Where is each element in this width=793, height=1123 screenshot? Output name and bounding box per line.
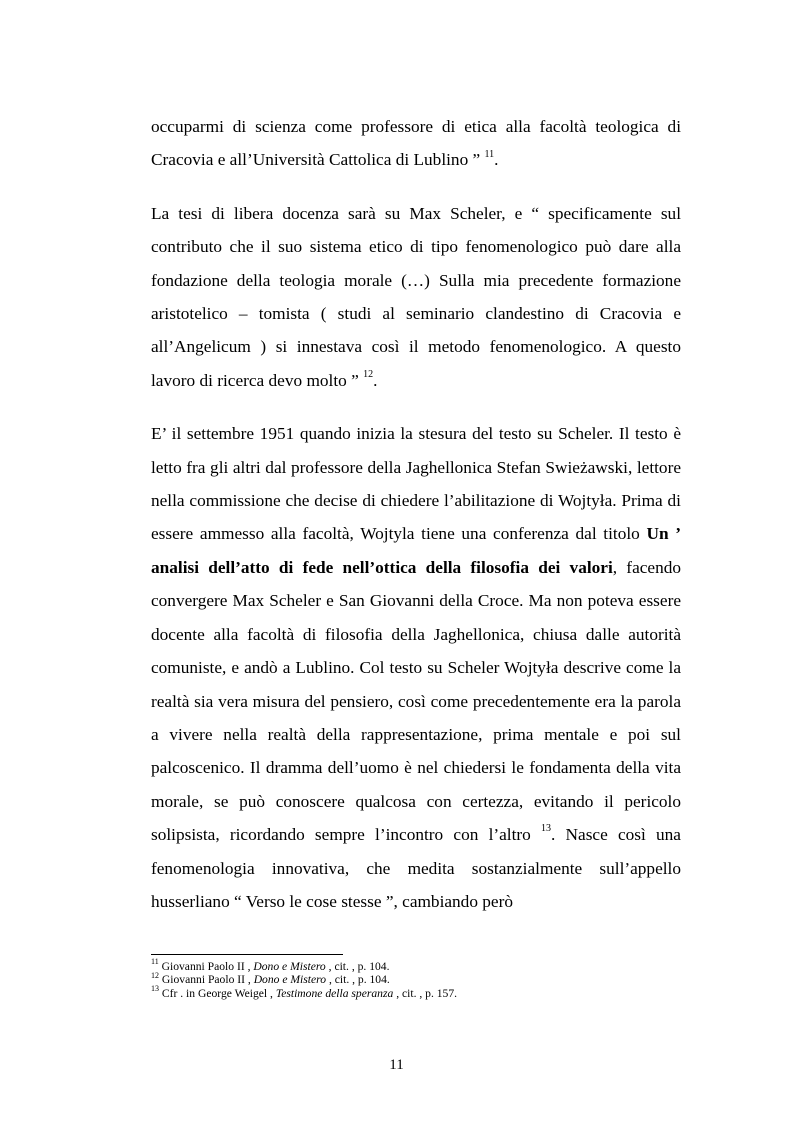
paragraph-3 <box>151 417 681 918</box>
conference-title: Un ’ analisi dell’atto di fede nell’ottica della filosofia dei valori <box>151 524 681 577</box>
footnote-post: , cit. , p. 104. <box>328 960 390 973</box>
paragraph-2 <box>151 197 681 397</box>
footnote-number: 11 <box>151 957 159 967</box>
footnote-post: , cit. , p. 157. <box>396 986 458 1000</box>
footnote-12 <box>151 970 681 987</box>
footnote-title: Dono e Mistero <box>253 973 327 987</box>
footnote-post: , cit. , p. 104. <box>328 973 390 987</box>
paragraph-3-before: E’ il settembre 1951 quando inizia la stesura del testo su Scheler. Il testo è letto fra gli altri dal professore della Jaghellonica Stefan Swieżawski, lettore nella commissione che decise di chiedere l’abilitazione di Wojtyła. Prima di essere ammesso alla facoltà, Wojtyla tiene una conferenza dal titolo <box>151 424 681 544</box>
footnote-number: 12 <box>151 970 159 980</box>
footnote-pre: Giovanni Paolo II , <box>161 960 251 973</box>
paragraph-3-tail: . Nasce così una fenomenologia innovativa, che medita sostanzialmente sull’appello husserliano “ Verso le cose stesse ”, cambiando però <box>151 825 681 911</box>
footnote-11 <box>151 957 681 973</box>
footnote-number: 13 <box>151 983 159 993</box>
footnotes <box>151 957 681 1000</box>
paragraph-1-text: occuparmi di scienza come professore di etica alla facoltà teologica di Cracovia e all’Università Cattolica di Lublino ” <box>151 117 681 170</box>
footnote-13 <box>151 983 681 1000</box>
paragraph-2-text: La tesi di libera docenza sarà su Max Scheler, e “ specificamente sul contributo che il suo sistema etico di tipo fenomenologico può dare alla fondazione della teologia morale (…) Sulla mia precedente formazione aristotelico – tomista ( studi al seminario clandestino di Cracovia e all’Angelicum ) si innestava così il metodo fenomenologico. A questo lavoro di ricerca devo molto ” <box>151 203 681 390</box>
paragraph-1-end: . <box>494 150 499 170</box>
paragraph-1 <box>151 110 681 177</box>
footnote-ref-11: 11 <box>484 148 495 160</box>
paragraph-3-after: , facendo convergere Max Scheler e San Giovanni della Croce. Ma non poteva essere docente alla facoltà di filosofia della Jaghellonica, chiusa dalle autorità comuniste, e andò a Lublino. Col testo su Scheler Wojtyła descrive come la realtà sia vera misura del pensiero, così come precedentemente era la parola a vivere nella realtà della rappresentazione, prima mentale e poi sul palcoscenico. Il dramma dell’uomo è nel chiedersi le fondamenta della vita morale, se può conoscere qualcosa con certezza, evitando il pericolo solipsista, ricordando sempre l’incontro con l’altro <box>151 557 681 845</box>
footnote-ref-13: 13 <box>541 823 552 835</box>
footnote-title: Dono e Mistero <box>253 960 326 973</box>
paragraph-2-end: . <box>373 370 378 390</box>
footnote-ref-12: 12 <box>363 369 374 381</box>
page-number: 11 <box>389 1057 404 1073</box>
footnote-title: Testimone della speranza <box>275 986 394 1000</box>
footnote-pre: Cfr . in George Weigel , <box>161 986 273 1000</box>
footnote-separator <box>151 954 343 955</box>
body-text <box>151 110 681 938</box>
footnote-pre: Giovanni Paolo II , <box>161 973 251 987</box>
